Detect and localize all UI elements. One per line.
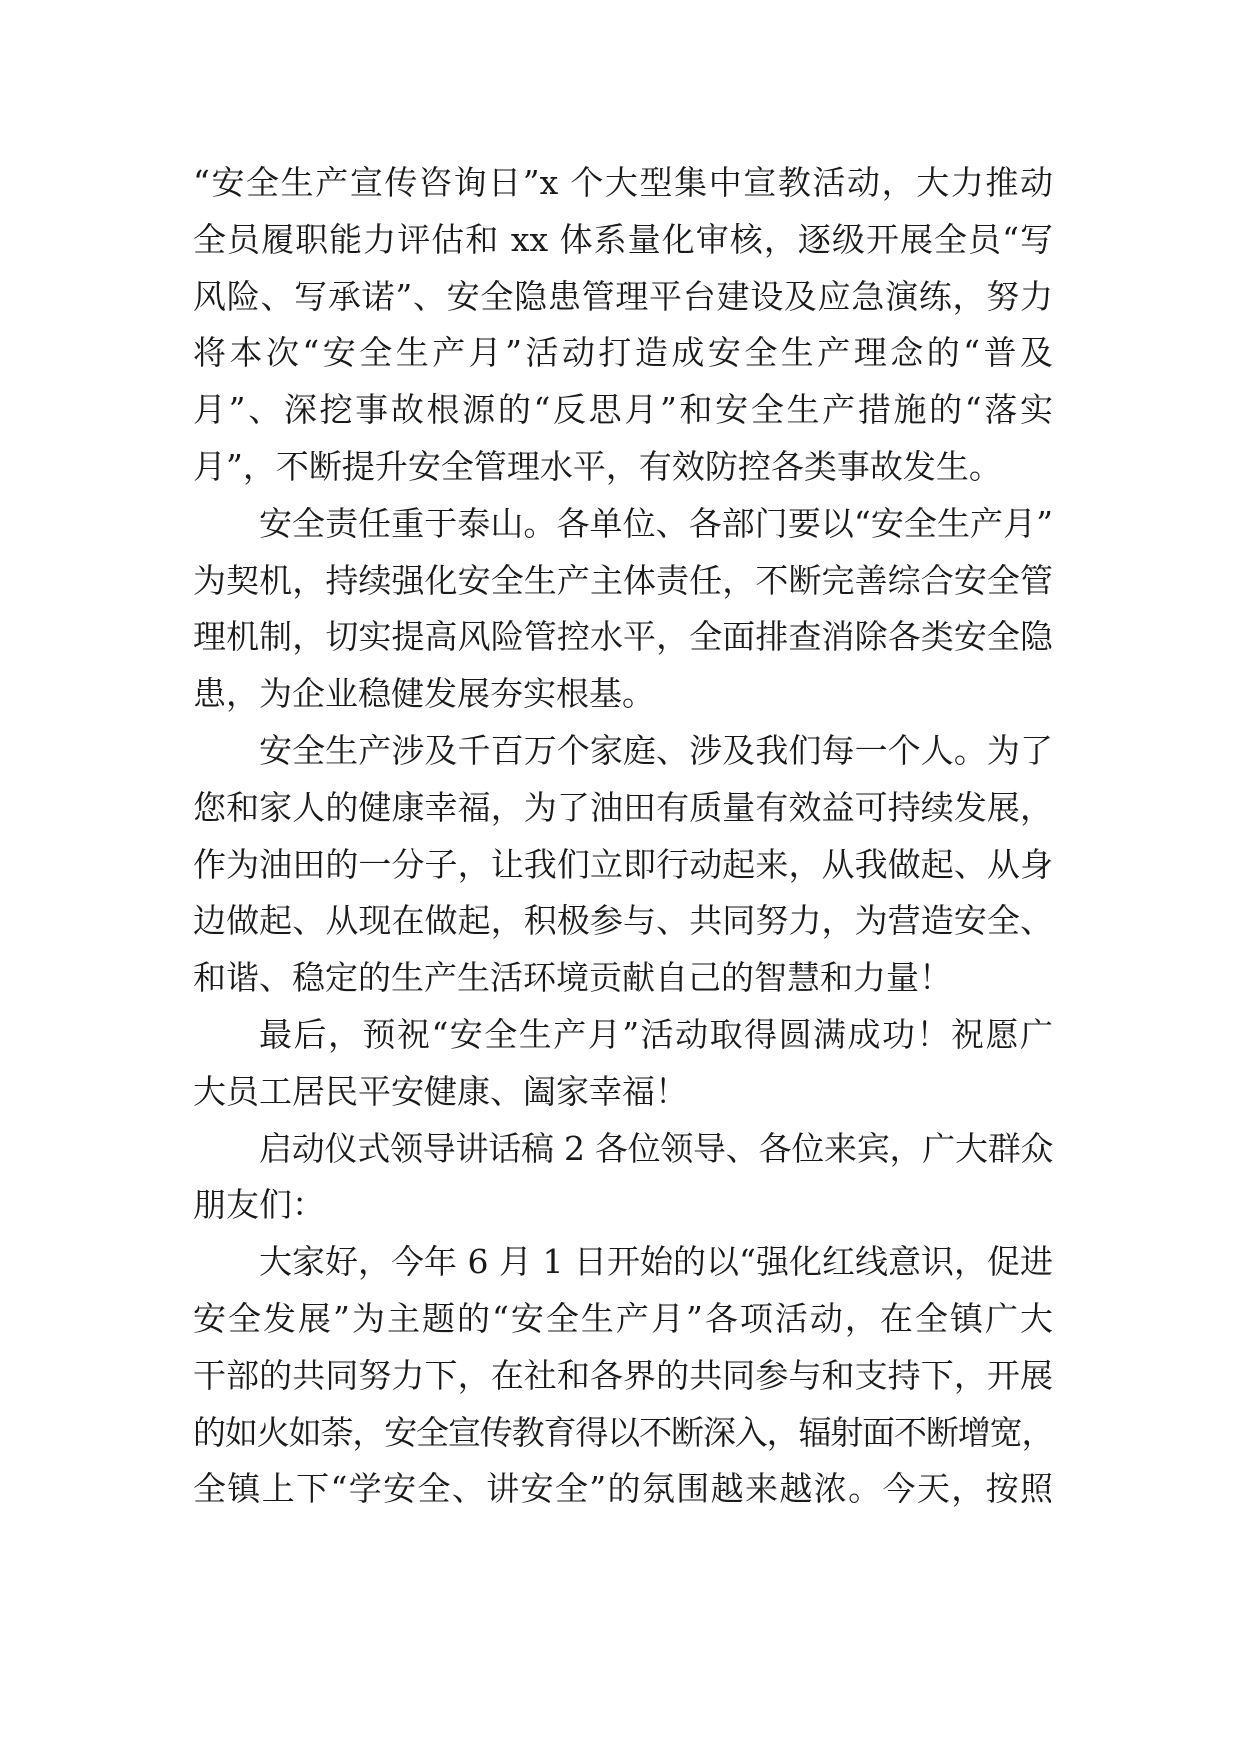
text-line: 理机制，切实提高风险管控水平，全面排查消除各类安全隐	[193, 617, 1053, 657]
text-line: 风险、写承诺”、安全隐患管理平台建设及应急演练，努力	[193, 276, 1053, 316]
text-line: 大家好，今年 6 月 1 日开始的以“强化红线意识，促进	[259, 1242, 1053, 1282]
text-line: 和谐、稳定的生产生活环境贡献自己的智慧和力量！	[193, 958, 952, 998]
text-line: 边做起、从现在做起，积极参与、共同努力，为营造安全、	[193, 901, 1053, 941]
text-line: 将本次“安全生产月”活动打造成安全生产理念的“普及	[193, 333, 1053, 373]
text-line: 大员工居民平安健康、阖家幸福！	[193, 1071, 688, 1111]
text-line: 全镇上下“学安全、讲安全”的氛围越来越浓。今天，按照	[193, 1469, 1053, 1509]
text-line: 全员履职能力评估和 xx 体系量化审核，逐级开展全员“写	[193, 219, 1053, 259]
text-line: 您和家人的健康幸福，为了油田有质量有效益可持续发展，	[193, 787, 1053, 827]
text-line: 安全责任重于泰山。各单位、各部门要以“安全生产月”	[259, 503, 1053, 543]
document-body	[193, 155, 1053, 1518]
text-line: 的如火如荼，安全宣传教育得以不断深入，辐射面不断增宽，	[193, 1412, 1053, 1452]
text-line: 启动仪式领导讲话稿 2 各位领导、各位来宾，广大群众	[259, 1128, 1053, 1168]
text-line: 月”，不断提升安全管理水平，有效防控各类事故发生。	[193, 446, 1002, 486]
text-line: 朋友们：	[193, 1185, 325, 1225]
text-line: 患，为企业稳健发展夯实根基。	[193, 674, 655, 714]
text-line: 月”、深挖事故根源的“反思月”和安全生产措施的“落实	[193, 390, 1053, 430]
text-line: 安全生产涉及千百万个家庭、涉及我们每一个人。为了	[259, 730, 1053, 770]
text-line: 为契机，持续强化安全生产主体责任，不断完善综合安全管	[193, 560, 1053, 600]
text-line: “安全生产宣传咨询日”x 个大型集中宣教活动，大力推动	[193, 163, 1053, 202]
text-line: 安全发展”为主题的“安全生产月”各项活动，在全镇广大	[193, 1298, 1053, 1338]
text-line: 作为油田的一分子，让我们立即行动起来，从我做起、从身	[193, 844, 1053, 884]
text-line: 最后，预祝“安全生产月”活动取得圆满成功！祝愿广	[259, 1014, 1053, 1054]
text-line: 干部的共同努力下，在社和各界的共同参与和支持下，开展	[193, 1355, 1053, 1395]
